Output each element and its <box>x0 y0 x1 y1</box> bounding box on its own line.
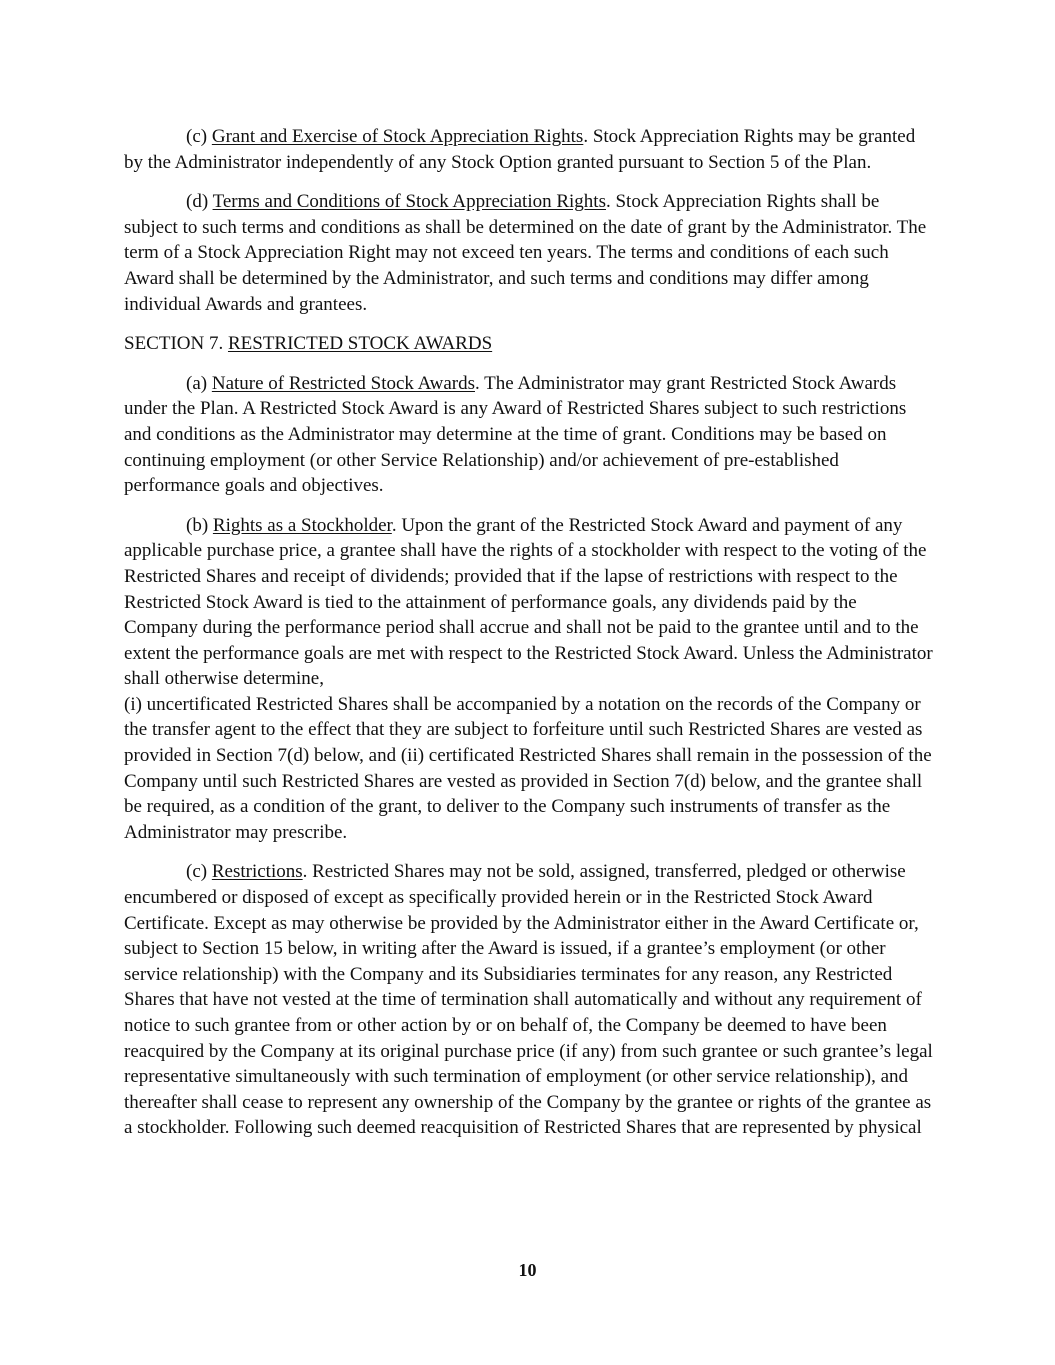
paragraph-7c <box>124 859 934 1141</box>
page-number: 10 <box>518 1260 537 1280</box>
paragraph-heading: Rights as a Stockholder <box>212 514 392 536</box>
paragraph-prefix: (c) <box>186 126 212 147</box>
section-title: RESTRICTED STOCK AWARDS <box>227 333 493 355</box>
paragraph-7b-continuation: (i) uncertificated Restricted Shares shall be accompanied by a notation on the records of the Company or the transfer agent to the effect that they are subject to forfeiture until such Restricted Shares are vested as provided in Section 7(d) below, and (ii) certificated Restricted Shares shall remain in the possession of the Company until such Restricted Shares are vested as provided in Section 7(d) below, and the grantee shall be required, as a condition of the grant, to deliver to the Company such instruments of transfer as the Administrator may prescribe. <box>124 693 932 843</box>
paragraph-body: . Upon the grant of the Restricted Stock Award and payment of any applicable purchase price, a grantee shall have the rights of a stockholder with respect to the voting of the Restricted Shares and receipt of dividends; provided that if the lapse of restrictions with respect to the Restricted Stock Award is tied to the attainment of performance goals, any dividends paid by the Company during the performance period shall accrue and shall not be paid to the grantee until and to the extent the performance goals are met with respect to the Restricted Stock Award. Unless the Administrator shall otherwise determine, <box>124 514 933 690</box>
paragraph-body: . Stock Appreciation Rights may be granted by the Administrator independently of any Stock Option granted pursuant to Section 5 of the Plan. <box>124 126 916 173</box>
paragraph-heading: Restrictions <box>211 861 303 883</box>
section-heading <box>124 331 934 357</box>
paragraph-7b <box>124 513 934 692</box>
paragraph-prefix: (d) <box>186 191 213 213</box>
paragraph-body: . The Administrator may grant Restricted Stock Awards under the Plan. A Restricted Stock Award is any Award of Restricted Shares subject to such restrictions and conditions as the Administrator may determine at the time of grant. Conditions may be based on continuing employment (or other Service Relationship) and/or achievement of pre-established performance goals and objectives. <box>124 372 907 497</box>
document-page <box>124 124 934 1155</box>
paragraph-body: . Restricted Shares may not be sold, assigned, transferred, pledged or otherwise encumbered or disposed of except as specifically provided herein or in the Restricted Stock Award Certificate. Except as may otherwise be provided by the Administrator either in the Award Certificate or, subject to Section 15 below, in writing after the Award is issued, if a grantee’s employment (or other service relationship) with the Company and its Subsidiaries terminates for any reason, any Restricted Shares that have not vested at the time of termination shall automatically and without any requirement of notice to such grantee from or other action by or on behalf of, the Company be deemed to have been reacquired by the Company at its original purchase price (if any) from such grantee or such grantee’s legal representative simultaneously with such termination of employment (or other service relationship), and thereafter shall cease to represent any ownership of the Company by the grantee or rights of the grantee as a stockholder. Following such deemed reacquisition of Restricted Shares that are represented by physical <box>124 861 933 1139</box>
paragraph-heading: Terms and Conditions of Stock Appreciation Rights <box>212 191 606 213</box>
paragraph-heading: Nature of Restricted Stock Awards <box>211 372 475 394</box>
paragraph-6d <box>124 189 934 317</box>
paragraph-prefix: (a) <box>186 372 212 394</box>
paragraph-6c <box>124 124 934 175</box>
section-prefix: SECTION 7. <box>124 333 228 355</box>
paragraph-body: . Stock Appreciation Rights shall be subject to such terms and conditions as shall be determined on the date of grant by the Administrator. The term of a Stock Appreciation Right may not exceed ten years. The terms and conditions of each such Award shall be determined by the Administrator, and such terms and conditions may differ among individual Awards and grantees. <box>124 191 927 315</box>
paragraph-prefix: (c) <box>186 861 212 883</box>
paragraph-heading: Grant and Exercise of Stock Appreciation Rights <box>211 126 584 147</box>
paragraph-prefix: (b) <box>186 514 213 536</box>
paragraph-7a <box>124 371 934 499</box>
